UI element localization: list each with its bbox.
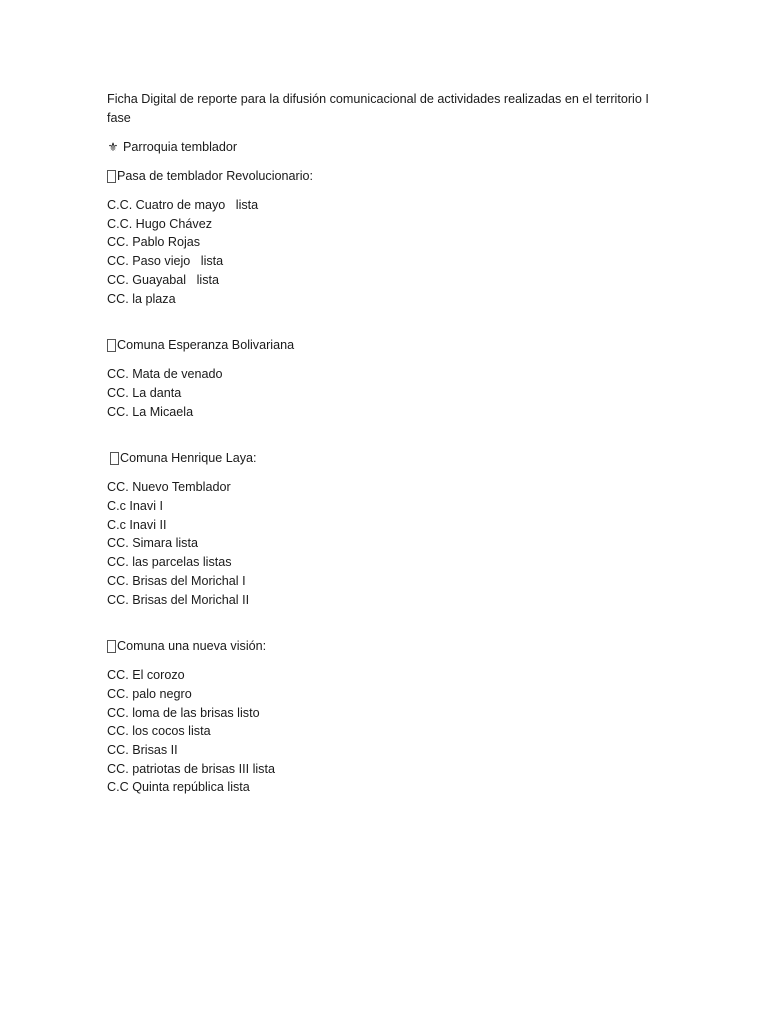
list-item: CC. Brisas II bbox=[107, 743, 178, 758]
list-item: CC. Paso viejo lista bbox=[107, 254, 224, 269]
section-list-pasa-de-temblador bbox=[107, 196, 667, 308]
section-heading-comuna-henrique-laya bbox=[107, 449, 667, 468]
list-item: CC. El corozo bbox=[107, 668, 185, 683]
list-item: CC. loma de las brisas listo bbox=[107, 705, 260, 720]
section-heading-label: Pasa de temblador Revolucionario: bbox=[117, 169, 314, 183]
list-item: CC. Guayabal lista bbox=[107, 272, 219, 287]
list-item: CC. Nuevo Temblador bbox=[107, 480, 231, 495]
section-heading-comuna-nueva-vision bbox=[107, 637, 667, 656]
list-item: C.c Inavi I bbox=[107, 499, 163, 514]
missing-glyph-icon bbox=[107, 170, 116, 183]
fleur-de-lis-icon: ⚜ bbox=[107, 140, 119, 154]
document-page bbox=[107, 90, 667, 807]
list-item: C.C. Hugo Chávez bbox=[107, 216, 212, 231]
list-item: CC. los cocos lista bbox=[107, 724, 211, 739]
section-list-comuna-nueva-vision bbox=[107, 666, 667, 797]
list-item: C.C Quinta república lista bbox=[107, 780, 250, 795]
section-list-comuna-henrique-laya bbox=[107, 478, 667, 609]
list-item: CC. las parcelas listas bbox=[107, 555, 232, 570]
document-title: Ficha Digital de reporte para la difusión comunicacional de actividades realizadas en el territorio I fase bbox=[107, 92, 649, 125]
list-item: CC. la plaza bbox=[107, 291, 176, 306]
list-item: CC. patriotas de brisas III lista bbox=[107, 761, 275, 776]
list-item: CC. Brisas del Morichal I bbox=[107, 573, 246, 588]
list-item: CC. Mata de venado bbox=[107, 367, 223, 382]
missing-glyph-icon bbox=[107, 640, 116, 653]
list-item: C.C. Cuatro de mayo lista bbox=[107, 198, 259, 212]
list-item: CC. La Micaela bbox=[107, 404, 194, 419]
section-heading-label: Comuna Esperanza Bolivariana bbox=[117, 338, 295, 353]
section-heading-label: Comuna una nueva visión: bbox=[117, 639, 267, 654]
section-heading-comuna-esperanza bbox=[107, 336, 667, 355]
section-heading-pasa-de-temblador bbox=[107, 167, 667, 186]
list-item: CC. Brisas del Morichal II bbox=[107, 592, 250, 607]
list-item: CC. palo negro bbox=[107, 686, 192, 701]
missing-glyph-icon bbox=[107, 339, 116, 352]
blank-line bbox=[107, 318, 667, 336]
section-heading-label: Comuna Henrique Laya: bbox=[120, 451, 257, 466]
section-list-comuna-esperanza bbox=[107, 365, 667, 421]
list-item: CC. Pablo Rojas bbox=[107, 235, 201, 250]
blank-line bbox=[107, 619, 667, 637]
parish-heading bbox=[107, 138, 667, 157]
list-item: CC. La danta bbox=[107, 385, 182, 400]
missing-glyph-icon bbox=[110, 452, 119, 465]
list-item: C.c Inavi II bbox=[107, 517, 167, 532]
list-item: CC. Simara lista bbox=[107, 536, 198, 551]
blank-line bbox=[107, 431, 667, 449]
parish-label: Parroquia temblador bbox=[123, 140, 238, 154]
